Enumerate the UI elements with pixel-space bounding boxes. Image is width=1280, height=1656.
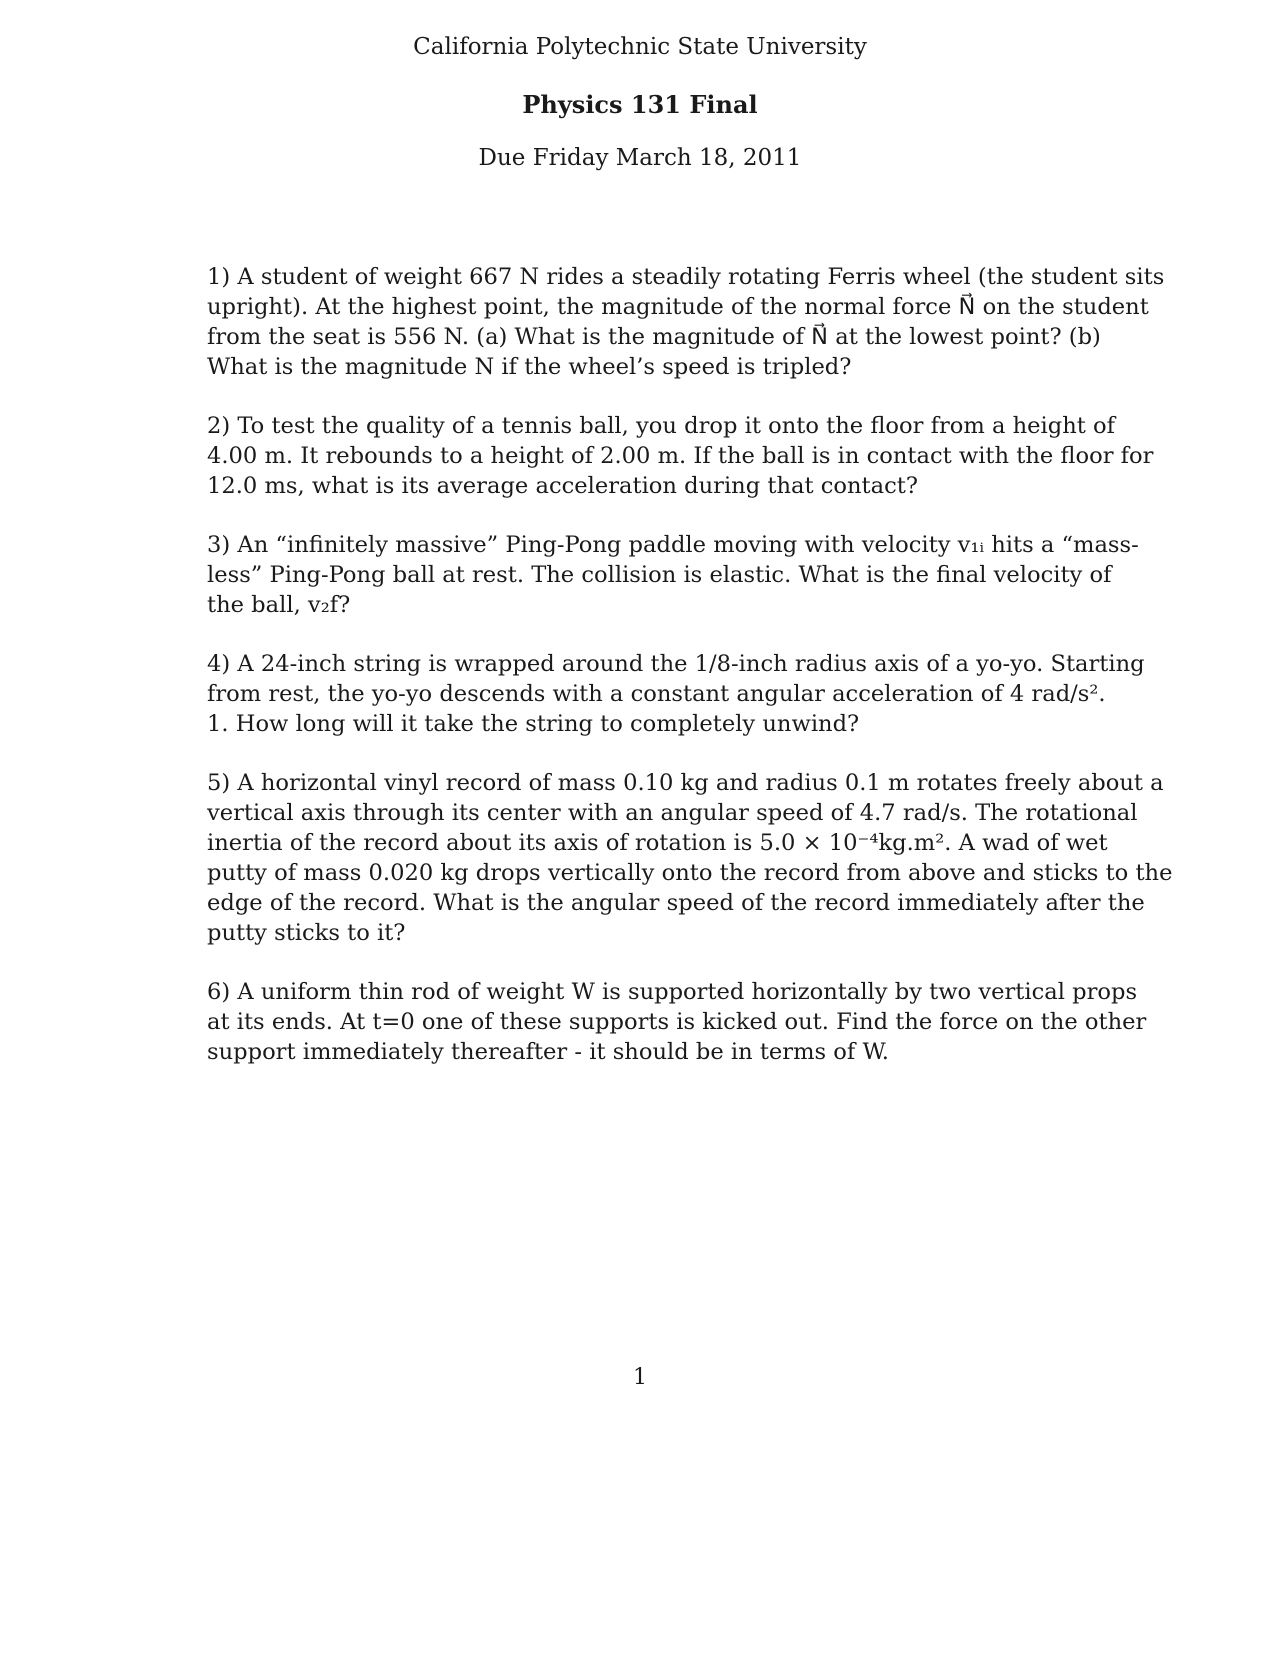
problem-line: 3) An “infinitely massive” Ping-Pong paddle moving with velocity v₁ᵢ hits a “mass- (207, 532, 1139, 558)
problem-line: 12.0 ms, what is its average acceleration during that contact? (207, 473, 918, 499)
problem-5 (207, 768, 1173, 948)
problem-line: from rest, the yo-yo descends with a constant angular acceleration of 4 rad/s². (207, 681, 1106, 707)
problem-line: upright). At the highest point, the magnitude of the normal force N⃗ on the student (207, 294, 1149, 320)
problem-line: 6) A uniform thin rod of weight W is supported horizontally by two vertical props (207, 979, 1138, 1005)
problem-2 (207, 411, 1154, 501)
problem-line: 5) A horizontal vinyl record of mass 0.10 kg and radius 0.1 m rotates freely about a (207, 770, 1164, 796)
exam-title: Physics 131 Final (522, 90, 758, 119)
problem-line: at its ends. At t=0 one of these supports is kicked out. Find the force on the other (207, 1009, 1147, 1035)
problem-line: inertia of the record about its axis of rotation is 5.0 × 10⁻⁴kg.m². A wad of wet (207, 830, 1108, 856)
problem-line: the ball, v₂f? (207, 592, 351, 618)
problem-3 (207, 530, 1139, 620)
problem-line: edge of the record. What is the angular speed of the record immediately after the (207, 890, 1145, 916)
problem-4 (207, 649, 1145, 739)
page-number: 1 (633, 1365, 647, 1390)
problem-line: putty sticks to it? (207, 920, 406, 946)
problem-line: less” Ping-Pong ball at rest. The collision is elastic. What is the final velocity of (207, 562, 1112, 588)
problem-line: putty of mass 0.020 kg drops vertically onto the record from above and sticks to the (207, 860, 1173, 886)
problem-line: 4) A 24-inch string is wrapped around the 1/8-inch radius axis of a yo-yo. Starting (207, 651, 1145, 677)
problem-line: 1) A student of weight 667 N rides a steadily rotating Ferris wheel (the student sits (207, 264, 1165, 290)
problem-line: vertical axis through its center with an angular speed of 4.7 rad/s. The rotational (207, 800, 1138, 826)
problem-list (207, 262, 1173, 1096)
due-date: Due Friday March 18, 2011 (478, 145, 802, 171)
problem-1 (207, 262, 1165, 382)
problem-line: 2) To test the quality of a tennis ball, you drop it onto the floor from a height of (207, 413, 1115, 439)
problem-line: 1. How long will it take the string to completely unwind? (207, 711, 860, 737)
problem-line: 4.00 m. It rebounds to a height of 2.00 m. If the ball is in contact with the floor for (207, 443, 1154, 469)
problem-line: support immediately thereafter - it should be in terms of W. (207, 1039, 889, 1065)
problem-line: What is the magnitude N if the wheel’s speed is tripled? (207, 354, 852, 380)
problem-line: from the seat is 556 N. (a) What is the magnitude of N⃗ at the lowest point? (b) (207, 324, 1101, 350)
problem-6 (207, 977, 1147, 1067)
institution-name: California Polytechnic State University (413, 34, 867, 60)
